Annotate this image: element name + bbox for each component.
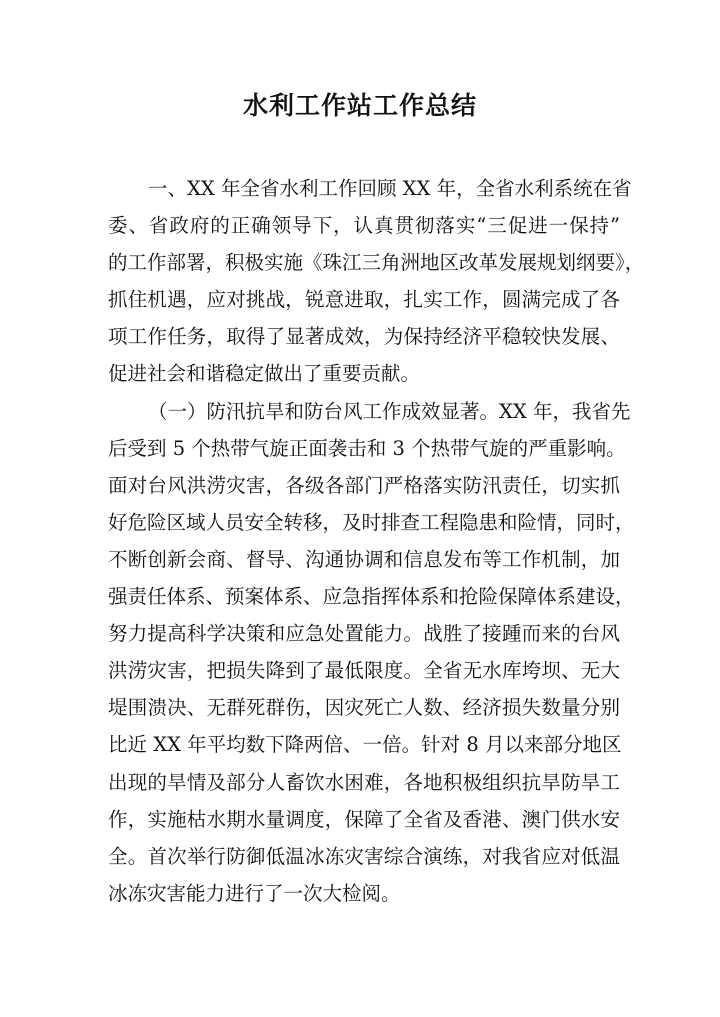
paragraph-2-line: 强责任体系、预案体系、应急指挥体系和抢险保障体系建设， — [108, 585, 635, 609]
paragraph-2-line: 努力提高科学决策和应急处置能力。战胜了接踵而来的台风 — [108, 622, 620, 646]
paragraph-2-line: 不断创新会商、督导、沟通协调和信息发布等工作机制，加 — [108, 547, 620, 571]
paragraph-2-line: 堤围溃决、无群死群伤，因灾死亡人数、经济损失数量分别 — [108, 696, 620, 720]
document-title: 水利工作站工作总结 — [242, 91, 477, 120]
paragraph-2 — [108, 393, 635, 912]
paragraph-1-line: 促进社会和谐稳定做出了重要贡献。 — [108, 362, 421, 386]
paragraph-2-line: 面对台风洪涝灾害，各级各部门严格落实防汛责任，切实抓 — [108, 473, 620, 497]
paragraph-2-line: 比近 XX 年平均数下降两倍、一倍。针对 8 月以来部分地区 — [108, 733, 622, 757]
paragraph-2-line: 出现的旱情及部分人畜饮水困难，各地积极组织抗旱防旱工 — [108, 770, 620, 794]
paragraph-1-line: 委、省政府的正确领导下，认真贯彻落实“三促进一保持” — [108, 214, 620, 238]
document-body — [108, 170, 645, 912]
paragraph-2-line: 好危险区域人员安全转移，及时排查工程隐患和险情，同时， — [108, 510, 635, 534]
paragraph-2-line: 冰冻灾害能力进行了一次大检阅。 — [108, 881, 401, 905]
paragraph-2-line: （一）防汛抗旱和防台风工作成效显著。XX 年，我省先 — [148, 399, 631, 423]
paragraph-1-line: 的工作部署，积极实施《珠江三角洲地区改革发展规划纲要》， — [108, 251, 645, 275]
paragraph-2-line: 后受到 5 个热带气旋正面袭击和 3 个热带气旋的严重影响。 — [108, 436, 626, 460]
paragraph-1 — [108, 170, 645, 393]
paragraph-1-line: 一、XX 年全省水利工作回顾 XX 年，全省水利系统在省 — [148, 177, 632, 200]
paragraph-1-line: 抓住机遇，应对挑战，锐意进取，扎实工作，圆满完成了各 — [108, 288, 620, 312]
paragraph-2-line: 全。首次举行防御低温冰冻灾害综合演练，对我省应对低温 — [108, 844, 620, 868]
paragraph-1-line: 项工作任务，取得了显著成效，为保持经济平稳较快发展、 — [108, 325, 620, 349]
paragraph-2-line: 作，实施枯水期水量调度，保障了全省及香港、澳门供水安 — [108, 807, 620, 831]
paragraph-2-line: 洪涝灾害，把损失降到了最低限度。全省无水库垮坝、无大 — [108, 659, 620, 683]
